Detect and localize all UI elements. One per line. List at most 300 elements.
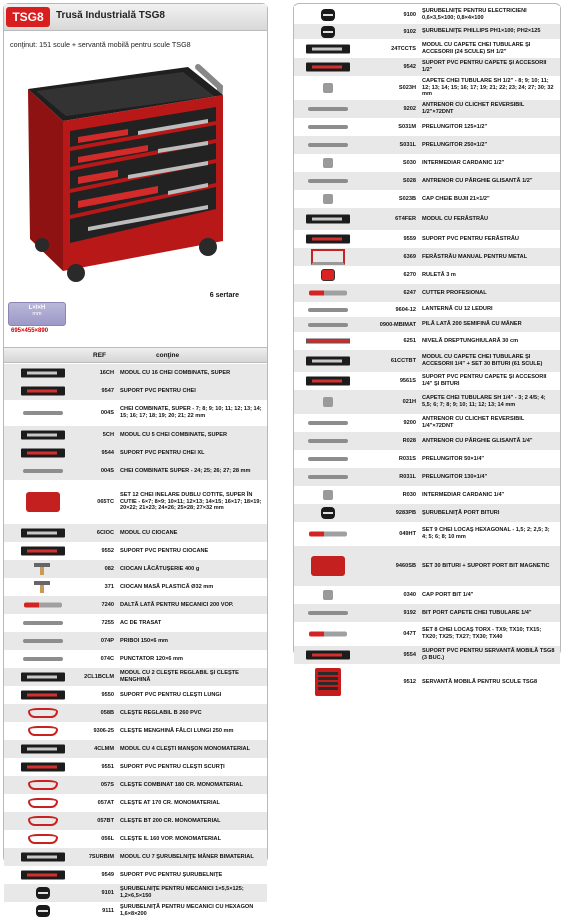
item-description: ANTRENOR CU CLICHET REVERSIBIL 1/4"×72DNT (422, 416, 525, 429)
table-row (294, 646, 560, 664)
item-description: CAP PORT BIT 1/4" (422, 591, 474, 598)
item-image (294, 486, 362, 504)
item-description: FERĂSTRĂU MANUAL PENTRU METAL (422, 253, 528, 260)
table-row (4, 686, 267, 704)
table-row (294, 350, 560, 372)
foam-tray-icon (306, 651, 350, 660)
item-ref: R031L (399, 474, 416, 480)
item-ref: 9100 (403, 12, 416, 18)
table-row (4, 866, 267, 884)
item-ref: 9202 (403, 106, 416, 112)
item-image (4, 704, 82, 722)
table-header (4, 347, 267, 363)
item-description: ANTRENOR CU PÂRGHIE GLISANTĂ 1/2" (422, 177, 533, 184)
item-image (294, 390, 362, 414)
table-row (294, 24, 560, 39)
table-row (294, 450, 560, 468)
item-description: PUNCTATOR 120×6 mm (120, 655, 183, 662)
table-row (4, 776, 267, 794)
item-image (294, 76, 362, 100)
item-image (294, 284, 362, 302)
table-row (4, 704, 267, 722)
item-image (294, 230, 362, 248)
item-description: MODUL CU 16 CHEI COMBINATE, SUPER (120, 369, 231, 376)
item-image (4, 722, 82, 740)
level-icon (306, 339, 350, 344)
item-image (4, 866, 82, 884)
item-ref: 9102 (403, 28, 416, 35)
item-description: BIT PORT CAPETE CHEI TUBULARE 1/4" (422, 609, 532, 616)
wrench-icon (23, 411, 63, 415)
punch-icon (23, 657, 63, 661)
table-row (4, 400, 267, 426)
item-description: SUPORT PVC PENTRU CLEŞTI SCURŢI (120, 763, 225, 770)
foam-tray-icon (306, 235, 350, 244)
item-ref: 021H (402, 399, 416, 405)
table-row (294, 414, 560, 432)
table-row (294, 504, 560, 522)
item-description: SUPORT PVC PENTRU CAPETE ŞI ACCESORII 1/4" ŞI BITURI (422, 374, 547, 387)
item-description: CAP CHEIE BUJII 21×1/2" (422, 195, 490, 202)
item-description: SET 12 CHEI INELARE DUBLU COTITE, SUPER ÎN CUTIE - 6×7; 8×9; 10×11; 12×13; 14×15; 16×17; 18×19; 20×22; 21×23; 24×26; 25×28; 27×32 mm (120, 491, 262, 512)
foam-module-icon (306, 44, 350, 53)
table-row (4, 524, 267, 542)
table-row (294, 486, 560, 504)
table-row (4, 364, 267, 382)
item-image (4, 364, 82, 382)
table-row (4, 542, 267, 560)
screwdriver-icon (36, 887, 50, 899)
item-image (294, 546, 362, 586)
item-ref: 9561S (399, 378, 416, 384)
item-ref: 004S (100, 410, 114, 416)
item-ref: 9306-25 (93, 728, 114, 734)
item-ref: 4CLMM (94, 746, 114, 752)
contents-subtitle: conţinut: 151 scule + servantă mobilă pentru scule TSG8 (10, 40, 191, 49)
table-row (294, 468, 560, 486)
foam-tray-icon (21, 871, 65, 880)
item-image (4, 382, 82, 400)
item-ref: 056L (101, 836, 114, 842)
item-image (294, 332, 362, 350)
title-bar (4, 4, 267, 31)
foam-tray-icon (306, 377, 350, 386)
item-image (294, 468, 362, 486)
extension-icon (308, 179, 348, 183)
item-image (4, 462, 82, 480)
item-ref: S023H (398, 85, 416, 91)
column-ref: REF (93, 352, 106, 359)
drawer-count: 6 sertare (209, 292, 239, 299)
table-row (4, 848, 267, 866)
item-description: CLEŞTE REGLABIL B 260 PVC (120, 709, 202, 716)
pliers-icon (28, 834, 58, 844)
screwdriver-icon (321, 26, 335, 38)
item-description: MODUL CU 4 CLEŞTI MANŞON MONOMATERIAL (120, 745, 250, 752)
item-description: CHEI COMBINATE SUPER - 24; 25; 26; 27; 28 mm (120, 467, 251, 474)
item-description: MODUL CU 7 ŞURUBELNIŢE MÂNER BIMATERIAL (120, 853, 254, 860)
hammer-icon (28, 563, 58, 575)
table-row (4, 632, 267, 650)
item-ref: 9111 (102, 908, 114, 914)
extension-icon (308, 439, 348, 443)
tape-icon (321, 269, 335, 281)
item-description: RULETĂ 3 m (422, 271, 456, 278)
item-description: PILĂ LATĂ 200 SEMIFINĂ CU MÂNER (422, 321, 522, 328)
bit-case-icon (311, 556, 345, 576)
item-ref: 9542 (403, 64, 416, 70)
table-row (294, 58, 560, 76)
extension-icon (308, 125, 348, 129)
item-description: SUPORT PVC PENTRU CHEI (120, 387, 196, 394)
item-description: MODUL CU CAPETE CHEI TUBULARE ŞI ACCESORII (24 SCULE) SH 1/2" (422, 41, 531, 55)
item-image (4, 614, 82, 632)
table-row (4, 462, 267, 480)
item-image (294, 24, 362, 39)
screwdriver-icon (321, 9, 335, 21)
table-row (294, 622, 560, 646)
wrench-case-icon (26, 492, 60, 512)
hammer-icon (28, 581, 58, 593)
item-description: PRELUNGITOR 50×1/4" (422, 455, 485, 462)
table-row (4, 382, 267, 400)
product-card-right (293, 3, 561, 685)
extension-icon (308, 457, 348, 461)
foam-tray-icon (21, 547, 65, 556)
pliers-icon (28, 816, 58, 826)
foam-module-icon (306, 357, 350, 366)
item-image (294, 372, 362, 390)
item-description: SET 30 BITURI + SUPORT PORT BIT MAGNETIC (422, 562, 550, 569)
item-description: CAPETE CHEI TUBULARE SH 1/4" - 3; 2 4/5; 4; 5,5; 6; 7; 8; 9; 10; 11; 12; 13; 14 mm (422, 395, 546, 408)
item-image (4, 848, 82, 866)
item-ref: 0340 (403, 592, 416, 598)
item-ref: S028 (402, 178, 416, 184)
item-ref: 16CH (99, 370, 114, 376)
item-ref: 9283PB (395, 510, 416, 516)
item-ref: 9554 (403, 652, 416, 658)
item-description: SERVANTĂ MOBILĂ PENTRU SCULE TSG8 (422, 678, 538, 685)
item-description: SUPORT PVC PENTRU CIOCANE (120, 547, 209, 554)
table-row (4, 830, 267, 848)
item-ref: 0900-MBIMAT (379, 321, 416, 328)
item-ref: 24TCCTS (391, 45, 416, 52)
ratchet-icon (308, 107, 348, 111)
item-image (294, 190, 362, 208)
item-description: PRELUNGITOR 250×1/2" (422, 141, 488, 148)
foam-tray-icon (21, 763, 65, 772)
item-description: MODUL CU FERĂSTRĂU (422, 215, 489, 222)
item-description: MODUL CU 2 CLEŞTE REGLABIL ŞI CLEŞTE MENGHINĂ (120, 670, 239, 683)
item-image (294, 450, 362, 468)
item-image (294, 118, 362, 136)
item-description: SUPORT PVC PENTRU SERVANTĂ MOBILĂ TSG8 (3 BUC.) (422, 648, 555, 661)
item-ref: 6CIOC (96, 530, 114, 536)
item-ref: 2CL1BCLM (84, 674, 114, 680)
table-row (4, 902, 267, 920)
table-row (4, 480, 267, 524)
item-ref: 6270 (403, 272, 416, 278)
table-row (294, 432, 560, 450)
dimensions-unit: mm (32, 311, 42, 317)
page-title: Trusă Industrială TSG8 (56, 10, 165, 21)
item-image (294, 154, 362, 172)
item-image (294, 136, 362, 154)
item-image (294, 414, 362, 432)
table-row (4, 426, 267, 444)
table-row (294, 266, 560, 284)
punch-icon (23, 639, 63, 643)
item-description: SUPORT PVC PENTRU CAPETE ŞI ACCESORII 1/2" (422, 60, 547, 73)
item-ref: 9192 (403, 610, 416, 616)
saw-icon (311, 249, 345, 265)
item-description: CLEŞTE MENGHINĂ FĂLCI LUNGI 250 mm (120, 727, 234, 734)
item-image (294, 664, 362, 700)
item-description: PRIBOI 150×6 mm (120, 637, 169, 644)
item-image (294, 504, 362, 522)
table-row (294, 604, 560, 622)
item-description: CLEŞTE COMBINAT 180 CR. MONOMATERIAL (120, 781, 243, 788)
flashlight-icon (308, 308, 348, 312)
item-description: CUTTER PROFESIONAL (422, 289, 487, 296)
item-ref: 6247 (403, 290, 416, 296)
foam-tray-icon (21, 691, 65, 700)
scriber-icon (23, 621, 63, 625)
item-ref: 004S (100, 468, 114, 474)
dimensions-value: 695×455×890 (11, 328, 49, 334)
table-row (4, 650, 267, 668)
item-image (4, 794, 82, 812)
item-image (294, 586, 362, 604)
item-ref: 6T4FER (395, 216, 416, 222)
item-ref: 61CCTBT (390, 358, 416, 364)
item-image (294, 208, 362, 230)
extension-icon (308, 611, 348, 615)
foam-module-icon (21, 673, 65, 682)
item-image (294, 100, 362, 118)
table-row (4, 794, 267, 812)
item-ref: 047T (403, 631, 416, 637)
sockets-icon (323, 397, 333, 407)
item-description: SUPORT PVC PENTRU ŞURUBELNIŢE (120, 871, 223, 878)
item-description: SET 9 CHEI LOCAŞ HEXAGONAL - 1,5; 2; 2,5; 3; 4; 5; 6; 8; 10 mm (422, 527, 550, 540)
item-image (4, 902, 82, 920)
wrench-icon (23, 469, 63, 473)
item-image (4, 596, 82, 614)
table-row (294, 332, 560, 350)
item-image (294, 350, 362, 372)
item-description: ŞURUBELNIŢĂ PORT BITURI (422, 509, 500, 516)
item-ref: 5CH (102, 432, 114, 438)
table-row (4, 722, 267, 740)
product-card-left (3, 3, 268, 917)
item-description: MODUL CU CIOCANE (120, 529, 178, 536)
file-icon (308, 323, 348, 327)
foam-module-icon (21, 431, 65, 440)
item-ref: 9604-12 (395, 306, 416, 313)
item-image (4, 444, 82, 462)
item-ref: 074C (100, 656, 114, 662)
item-ref: 9460SB (395, 563, 416, 569)
tool-cart-image (18, 59, 233, 284)
item-image (4, 812, 82, 830)
item-ref: 6251 (403, 338, 416, 344)
item-description: AC DE TRASAT (120, 619, 162, 626)
item-description: NIVELĂ DREPTUNGHIULARĂ 30 cm (422, 337, 519, 344)
item-ref: 074P (100, 638, 114, 644)
item-image (294, 432, 362, 450)
chisel-icon (24, 603, 62, 608)
item-image (4, 776, 82, 794)
item-description: CAPETE CHEI TUBULARE SH 1/2" - 8; 9; 10; 11; 12; 13; 14; 15; 16; 17; 19; 21; 22; 23; 24; 27; 30; 32 mm (422, 77, 554, 98)
dimensions-badge (8, 302, 66, 326)
pliers-icon (28, 726, 58, 736)
table-row (4, 444, 267, 462)
foam-module-icon (21, 369, 65, 378)
item-image (4, 480, 82, 524)
hex-keys-icon (309, 532, 347, 537)
item-ref: 9544 (101, 450, 114, 456)
item-ref: R028 (402, 438, 416, 444)
item-ref: 058B (100, 710, 114, 716)
item-ref: 057BT (97, 818, 114, 824)
table-row (294, 6, 560, 24)
pliers-icon (28, 798, 58, 808)
item-ref: 7255 (101, 620, 114, 626)
item-image (4, 686, 82, 704)
item-description: SUPORT PVC PENTRU CLEŞTI LUNGI (120, 691, 222, 698)
item-ref: 9547 (101, 388, 114, 394)
item-image (294, 248, 362, 266)
item-ref: 9550 (101, 692, 114, 698)
item-description: MODUL CU CAPETE CHEI TUBULARE ŞI ACCESORII 1/4" + SET 30 BITURI (61 SCULE) (422, 354, 543, 367)
item-image (4, 884, 82, 902)
extension-icon (308, 143, 348, 147)
item-description: INTERMEDIAR CARDANIC 1/4" (422, 491, 505, 498)
table-row (4, 740, 267, 758)
foam-module-icon (21, 853, 65, 862)
table-row (294, 39, 560, 58)
table-row (4, 614, 267, 632)
item-description: MODUL CU 5 CHEI COMBINATE, SUPER (120, 431, 228, 438)
item-ref: 371 (104, 584, 114, 590)
item-ref: 057AT (97, 800, 114, 806)
item-ref: S023B (398, 196, 416, 202)
item-description: SET 8 CHEI LOCAŞ TORX - TX9; TX10; TX15; TX20; TX25; TX27; TX30; TX40 (422, 627, 542, 640)
item-ref: 7SURBIM (88, 854, 114, 860)
item-ref: 9559 (403, 236, 416, 242)
item-ref: S031M (398, 124, 416, 130)
item-description: CHEI COMBINATE, SUPER - 7; 8; 9; 10; 11; 12; 13; 14; 15; 16; 17; 18; 19; 20; 21; 22 mm (120, 406, 262, 419)
item-ref: 9551 (101, 764, 114, 770)
item-ref: 9552 (101, 548, 114, 554)
item-image (4, 560, 82, 578)
item-description: PRELUNGITOR 125×1/2" (422, 123, 488, 130)
table-row (294, 208, 560, 230)
table-row (294, 390, 560, 414)
table-row (294, 76, 560, 100)
item-ref: S031L (399, 142, 416, 148)
foam-module-icon (21, 529, 65, 538)
table-row (294, 586, 560, 604)
item-ref: 082 (104, 566, 114, 572)
item-image (294, 6, 362, 24)
item-description: CLEŞTE BT 200 CR. MONOMATERIAL (120, 817, 221, 824)
item-image (4, 426, 82, 444)
cutter-icon (309, 291, 347, 296)
item-description: CLEŞTE AT 170 CR. MONOMATERIAL (120, 799, 220, 806)
item-image (4, 758, 82, 776)
cart-icon (315, 668, 341, 696)
item-description: DALTĂ LATĂ PENTRU MECANICI 200 VOP. (120, 601, 234, 608)
item-ref: 9101 (101, 890, 114, 896)
socket-icon (323, 590, 333, 600)
item-ref: 7240 (101, 602, 114, 608)
table-row (294, 546, 560, 586)
item-ref: S030 (402, 160, 416, 166)
table-row (294, 302, 560, 317)
foam-tray-icon (21, 449, 65, 458)
item-ref: 9512 (403, 679, 416, 685)
table-row (4, 596, 267, 614)
item-image (4, 632, 82, 650)
pliers-icon (28, 708, 58, 718)
item-description: SUPORT PVC PENTRU CHEI XL (120, 449, 205, 456)
item-description: CIOCAN MASĂ PLASTICĂ Ø32 mm (120, 583, 214, 590)
foam-module-icon (21, 745, 65, 754)
table-row (4, 884, 267, 902)
item-image (4, 400, 82, 426)
table-row (294, 522, 560, 546)
column-content: conţine (156, 352, 180, 359)
table-row (4, 578, 267, 596)
item-image (294, 266, 362, 284)
table-row (4, 758, 267, 776)
item-description: LANTERNĂ CU 12 LEDURI (422, 306, 493, 313)
item-image (294, 58, 362, 76)
model-badge: TSG8 (6, 7, 50, 27)
table-row (294, 664, 560, 700)
item-description: INTERMEDIAR CARDANIC 1/2" (422, 159, 505, 166)
item-image (294, 317, 362, 332)
item-image (4, 740, 82, 758)
item-ref: 9200 (403, 420, 416, 426)
screwdriver-icon (321, 507, 335, 519)
table-row (294, 372, 560, 390)
hex-keys-icon (309, 632, 347, 637)
table-row (4, 560, 267, 578)
item-ref: 065TC (97, 499, 114, 505)
table-row (294, 248, 560, 266)
left-item-list (4, 364, 267, 920)
item-ref: 6369 (403, 254, 416, 260)
item-ref: R030 (402, 492, 416, 498)
table-row (294, 317, 560, 332)
pliers-icon (28, 780, 58, 790)
item-image (294, 522, 362, 546)
table-row (294, 136, 560, 154)
item-description: ANTRENOR CU PÂRGHIE GLISANTĂ 1/4" (422, 437, 533, 444)
table-row (294, 172, 560, 190)
item-description: ŞURUBELNIŢE PHILLIPS PH1×100; PH2×125 (422, 28, 541, 35)
item-ref: 057S (100, 782, 114, 788)
table-row (294, 284, 560, 302)
item-description: ŞURUBELNIŢĂ PENTRU MECANICI CU HEXAGON 1,6×8×200 (120, 904, 254, 917)
item-image (4, 524, 82, 542)
table-row (294, 118, 560, 136)
item-image (294, 646, 362, 664)
table-row (294, 230, 560, 248)
